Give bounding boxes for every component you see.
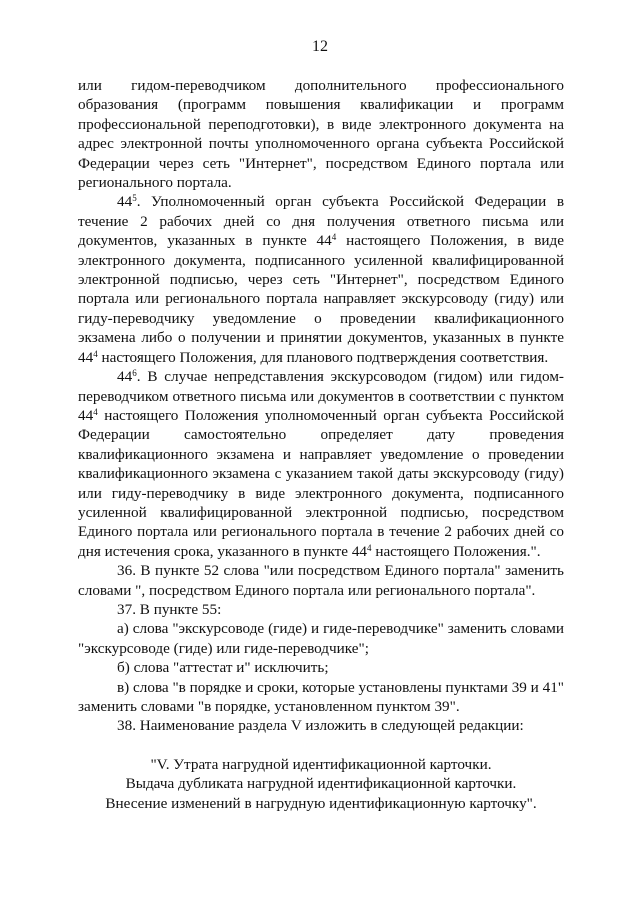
- paragraph-37-a: а) слова "экскурсоводе (гиде) и гиде-переводчике" заменить словами "экскурсоводе (гиде) или гиде-переводчике";: [78, 620, 564, 657]
- paragraph-36: 36. В пункте 52 слова "или посредством Единого портала" заменить словами ", посредством Единого портала или регионального портала".: [78, 562, 564, 599]
- paragraph-text: настоящего Положения, в виде электронного документа, подписанного усиленной квалифицированной электронной подписью, через сеть "Интернет", посредством Единого портала или регионального портала направляет экскурсоводу (гиду) или гиду-переводчику уведомление о проведении квалификационного экзамена либо о получении и принятии документов, указанных в пункте 44: [78, 232, 564, 366]
- document-body: [78, 76, 564, 813]
- paragraph-text: настоящего Положения уполномоченный орган субъекта Российской Федерации самостоятельно определяет дату проведения квалификационного экзамена и направляет уведомление о проведении квалификационного экзамена с указанием такой даты экскурсоводу (гиду) или гиду-переводчику в виде электронного документа, подписанного усиленной квалифицированной электронной подписью, посредством Единого портала или регионального портала в течение 2 рабочих дней со дня истечения срока, указанного в пункте 44: [78, 406, 564, 560]
- paragraph-text: . Уполномоченный орган субъекта Российской Федерации в течение 2 рабочих дней со дня получения ответного письма или документов, указанных в пункте 44: [78, 193, 564, 250]
- paragraph-text: настоящего Положения, для планового подтверждения соответствия.: [97, 348, 549, 366]
- paragraph-text: настоящего Положения.".: [371, 542, 541, 560]
- paragraph-44-6: [78, 367, 564, 561]
- reference-superscript: 4: [93, 406, 98, 417]
- section-heading: [78, 755, 564, 813]
- paragraph-37-b: б) слова "аттестат и" исключить;: [117, 659, 329, 677]
- paragraph-text: . В случае непредставления экскурсоводом (гидом) или гидом-переводчиком ответного письма или документов в соответствии с пунктом 44: [78, 368, 564, 424]
- reference-superscript: 4: [367, 542, 372, 553]
- clause-superscript: 5: [132, 193, 137, 204]
- paragraph-37: 37. В пункте 55:: [117, 600, 222, 618]
- reference-superscript: 4: [331, 232, 337, 243]
- clause-superscript: 6: [132, 368, 137, 379]
- clause-number: 44: [117, 193, 133, 211]
- section-heading-line-3: Внесение изменений в нагрудную идентификационную карточку".: [105, 794, 537, 812]
- paragraph-37-c: в) слова "в порядке и сроки, которые установлены пунктами 39 и 41" заменить словами "в порядке, установленном пунктом 39".: [78, 678, 564, 715]
- page-number: 12: [312, 38, 328, 55]
- paragraph-continuation: или гидом-переводчиком дополнительного профессионального образования (программ повышения квалификации и программ профессиональной переподготовки), в виде электронного документа на адрес электронной почты уполномоченного органа субъекта Российской Федерации через сеть "Интернет", посредством Единого портала или регионального портала.: [78, 77, 564, 192]
- paragraph-38: 38. Наименование раздела V изложить в следующей редакции:: [117, 717, 524, 735]
- paragraph-44-5: [78, 192, 564, 367]
- reference-superscript: 4: [93, 348, 98, 359]
- clause-number: 44: [117, 368, 133, 386]
- section-heading-line-1: "V. Утрата нагрудной идентификационной карточки.: [150, 755, 492, 773]
- section-heading-line-2: Выдача дубликата нагрудной идентификационной карточки.: [125, 775, 517, 793]
